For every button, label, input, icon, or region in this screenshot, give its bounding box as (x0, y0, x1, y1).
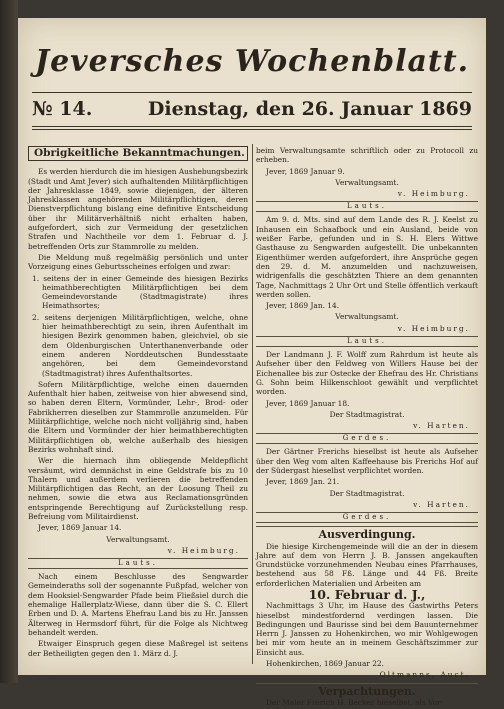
signature-place: Jever, 1869 Jan. 21. (266, 477, 340, 487)
signature-office: Verwaltungsamt. (335, 177, 399, 187)
notice-paragraph: Es werden hierdurch die im hiesigen Aushebungsbezirk (Stadt und Amt Jever) sich aufhaltenden Militärpflichtigen der Jahresklasse 1849, sowie diejenigen, der älteren Jahresklassen angehörenden Militärpflichtigen, deren Dienstverpflichtung bislang eine definitive Entscheidung über ihr Militärverhältniß nicht erhalten haben, aufgefordert, sich zur Vermeidung der gesetzlichen Strafen und Nachtheile vor dem 1. Februar d. J. betreffenden Orts zur Stammrolle zu melden. (28, 167, 248, 251)
signature-name: Oltmanns, Auct. (379, 670, 470, 680)
notice-paragraph: Nach einem Beschlusse des Sengwarder Gemeinderaths soll der sogenannte Fußpfad, welcher von dem Hooksiel-Sengwarder Pfade beim Fließsiel durch die ehemalige Hallerplatz-Wiese, dann über die S. C. Ellert Erben und D. A. Martens Ehefrau Land bis zu Hr. Janssen Älterweg in Hermsdorf führt, für die Folge als Nichtweg behandelt werden. (28, 572, 248, 637)
notice-paragraph: Sofern Militärpflichtige, welche einen dauernden Aufenthalt hier haben, zeitweise von hier abwesend sind, so haben deren Eltern, Vormünder, Lehr-, Brod- oder Fabrikherren dieselben zur Stammrolle anzumelden. Für Militärpflichtige, welche noch nicht volljährig sind, haben die Eltern und Vormünder der hier heimathberechtigten Militärpflichtigen ob, welche außerhalb des hiesigen Bezirks wohnhaft sind. (28, 379, 248, 454)
separator-gerdes: Gerdes. (256, 433, 478, 444)
separator-lauts: Lauts. (256, 201, 478, 212)
signature-office: Verwaltungsamt. (335, 312, 399, 322)
issue-number: № 14. (32, 98, 93, 120)
signature-place: Jever, 1869 Januar 9. (266, 166, 345, 176)
notice-paragraph: Am 9. d. Mts. sind auf dem Lande des R. J. Keelst zu Inhausen ein Schaafbock und ein Ausland, beide von weißer Farbe, gefunden und in S. H. Elers Wittwe Gasthause zu Sengwarden aufgestellt. Die unbekannten Eigenthümer werden aufgefordert, ihre Ansprüche gegen den 29. d. M. anzumelden und nachzuweisen, widrigenfalls die geschätzten Thiere an dem genannten Tage, Nachmittags 2 Uhr Ort und Stelle öffentlich verkauft werden sollen. (256, 215, 478, 299)
masthead-title: Jeversches Wochenblatt. (34, 44, 470, 79)
signature-name: v. Heimburg. (397, 323, 470, 333)
notice-paragraph: Der Landmann J. F. Wolff zum Rahrdum ist heute als Aufseher über den Feldweg von Willers Hause bei der Eichenallee bis zur Ostecke der Ehefrau des Hr. Christians G. Sohn beim Hilkenschloot gewählt und verpflichtet worden. (256, 350, 478, 397)
signature-place: Hohenkirchen, 1869 Januar 22. (266, 659, 384, 669)
signature-name: v. Heimburg. (167, 545, 240, 555)
signature-office: Der Stadtmagistrat. (329, 488, 405, 498)
highlight-date: 10. Februar d. J., (308, 586, 426, 602)
section-header-official: Obrigkeitliche Bekanntmachungen. (28, 146, 248, 161)
signature-office: Der Stadtmagistrat. (329, 409, 405, 419)
signature-place: Jever, 1869 Jan. 14. (266, 301, 340, 311)
separator-gerdes: Gerdes. (256, 512, 478, 523)
issue-date: Dienstag, den 26. Januar 1869 (147, 98, 472, 120)
dateline-rule-double (32, 129, 472, 130)
notice-paragraph: beim Verwaltungsamte schriftlich oder zu Protocoll zu erheben. (256, 146, 478, 165)
signature-name: v. Heimburg. (397, 189, 470, 199)
dateline-rule (32, 126, 472, 127)
notice-list-item: 1. seitens der in einer Gemeinde des hiesigen Bezirks heimathberechtigten Militärpflichtigen bei dem Gemeindevorstande (Stadtmagistrate) ihres Heimathsortes; (32, 273, 248, 311)
notice-paragraph: Etwaiger Einspruch gegen diese Maßregel ist seitens der Betheiligten gegen den 1. März d. J. (28, 639, 248, 658)
newspaper-page (18, 18, 486, 707)
dateline (32, 98, 472, 120)
signature-place: Jever, 1869 Januar 14. (38, 523, 122, 533)
notice-paragraph: Die hiesige Kirchengemeinde will die an der in diesem Jahre auf dem von Herrn J. B. Janssen angekauften Grundstücke vorzunehmenden Neubau eines Pfarrhauses, bestehend aus 58 Fß. Länge und 44 Fß. Breite erforderlichen Materialien und Arbeiten am (256, 541, 478, 588)
notice-paragraph: Nachmittags 3 Uhr, im Hause des Gastwirths Peters hieselbst mindestfordernd verdingen lassen. Die Bedingungen und Baurisse sind bei dem Bauunternehmer Herrn J. Janssen zu Hohenkirchen, wo mir Wohlgewogen bei mir vom heute an in meinem Geschäftszimmer zur Einsicht aus. (256, 601, 478, 657)
signature-place: Jever, 1869 Januar 18. (266, 398, 350, 408)
section-title-verpachtungen: Verpachtungen. (256, 683, 478, 696)
signature-name: v. Harten. (413, 421, 470, 431)
separator-lauts: Lauts. (256, 336, 478, 347)
left-column (28, 146, 248, 660)
masthead-rule (32, 92, 472, 93)
column-divider (252, 144, 253, 664)
right-column (256, 146, 478, 709)
separator-lauts: Lauts. (28, 558, 248, 569)
notice-paragraph: Der Gärtner Frerichs hieselbst ist heute als Aufseher über den Weg vom alten Kaffeehause bis Frerichs Hof auf der Südergast hieselbst verpflichtet worden. (256, 447, 478, 476)
section-title-ausverdingung: Ausverdingung. (256, 526, 478, 539)
notice-paragraph: Die Meldung muß regelmäßig persönlich und unter Vorzeigung eines Geburtsscheines erfolgen und zwar: (28, 252, 248, 272)
signature-name: v. Harten. (413, 499, 470, 509)
notice-paragraph: Der Maler Frerich H. Becker hieselbst, als Vor- (266, 697, 444, 707)
notice-list-item: 2. seitens derjenigen Militärpflichtigen, welche, ohne hier heimathberechtigt zu sein, ihren Aufenthalt im hiesigen Bezirk genommen haben, gleichviel, ob sie dem Oldenburgischen Unterthanenverbande oder einem anderen Norddeutschen Bundesstaate angehören, bei dem Gemeindevorstand (Stadtmagistrat) ihres Aufenthaltsortes. (32, 312, 248, 378)
signature-office: Verwaltungsamt. (106, 534, 170, 544)
notice-paragraph: Wer die hiernach ihm obliegende Meldepflicht versäumt, wird demnächst in eine Geldstrafe bis zu 10 Thalern und außerdem verlieren die betreffenden Militärpflichtigen das Recht, an der Loosung Theil zu nehmen, sowie die etwa aus Reclamationsgründen entspringende Berechtigung auf Zurückstellung resp. Befreiung vom Militairdienst. (28, 456, 248, 521)
book-spine (0, 0, 18, 683)
